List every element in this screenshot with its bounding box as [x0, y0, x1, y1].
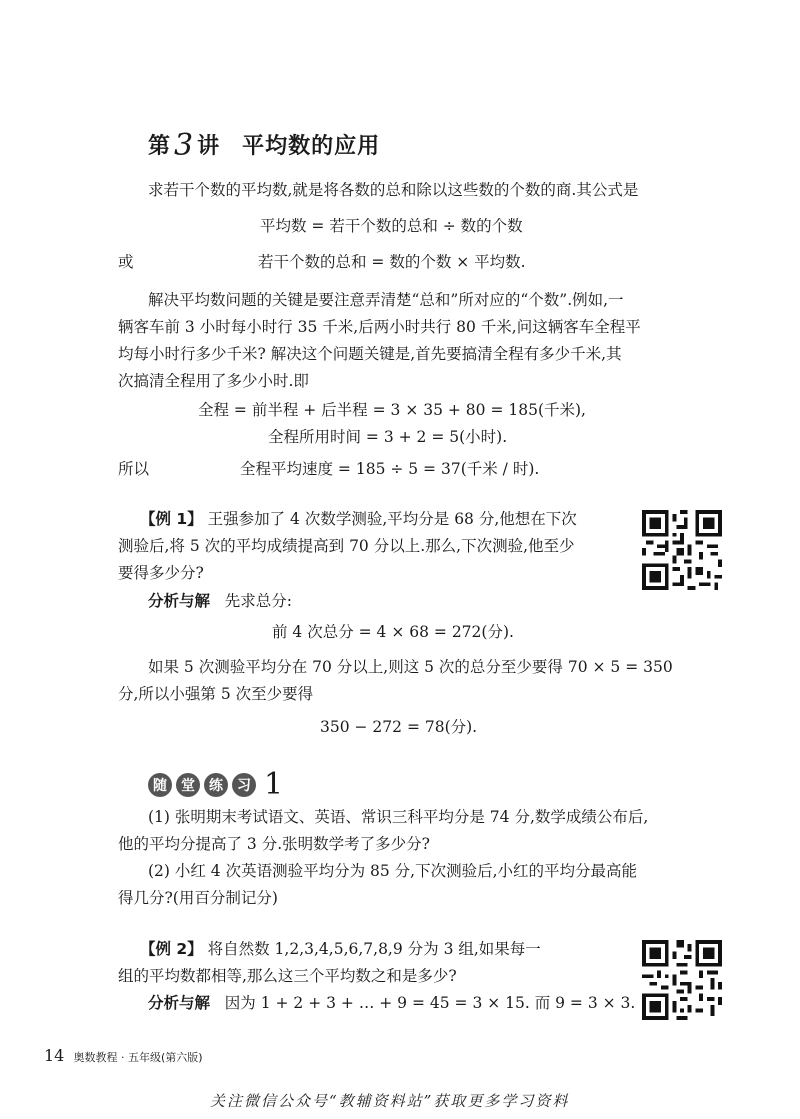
example1-line: [140, 512, 577, 528]
equation-time: 全程所用时间 = 3 + 2 = 5(小时).: [268, 428, 508, 446]
practice-question: 得几分?(用百分制记分): [118, 889, 278, 907]
formula-total: 若干个数的总和 = 数的个数 × 平均数.: [258, 253, 526, 271]
equation-distance: 全程 = 前半程 + 后半程 = 3 × 35 + 80 = 185(千米),: [198, 401, 586, 419]
page-number: 14: [44, 1046, 65, 1065]
example1-line: 测验后,将 5 次的平均成绩提高到 70 分以上.那么,下次测验,他至少: [118, 537, 575, 555]
equation-speed: 全程平均速度 = 185 ÷ 5 = 37(千米 / 时).: [240, 460, 540, 478]
analysis-label: 分析与解: [148, 592, 211, 610]
qr-code[interactable]: [642, 940, 722, 1020]
key-paragraph-line: 解决平均数问题的关键是要注意弄清楚“总和”所对应的“个数”.例如,一: [148, 291, 624, 309]
or-label: 或: [118, 253, 134, 271]
practice-number: 1: [264, 767, 284, 802]
formula-average: 平均数 = 若干个数的总和 ÷ 数的个数: [260, 217, 523, 235]
qr-code[interactable]: [642, 510, 722, 590]
example2-label: 【例 2】: [140, 940, 203, 958]
page-footer: [44, 1046, 203, 1065]
practice-question: (2) 小红 4 次英语测验平均分为 85 分,下次测验后,小红的平均分最高能: [148, 862, 638, 880]
equation-result: 350 − 272 = 78(分).: [320, 718, 478, 736]
lecture-name: 平均数的应用: [242, 134, 381, 159]
lecture-number: 3: [174, 128, 195, 163]
example2-text: 将自然数 1,2,3,4,5,6,7,8,9 分为 3 组,如果每一: [207, 940, 541, 958]
example2-line: [140, 942, 541, 958]
practice-char: 习: [232, 773, 256, 797]
practice-char: 随: [148, 773, 172, 797]
example1-analysis: [148, 594, 292, 610]
practice-char: 练: [204, 773, 228, 797]
practice-heading: [148, 767, 284, 802]
practice-char: 堂: [176, 773, 200, 797]
analysis-text: 先求总分:: [224, 592, 293, 610]
key-paragraph-line: 次搞清全程用了多少小时.即: [118, 372, 309, 390]
example1-paragraph: 如果 5 次测验平均分在 70 分以上,则这 5 次的总分至少要得 70 × 5 = 350: [148, 658, 673, 676]
example1-text: 王强参加了 4 次数学测验,平均分是 68 分,他想在下次: [207, 510, 577, 528]
equation-total: 前 4 次总分 = 4 × 68 = 272(分).: [272, 623, 514, 641]
book-title: 奥数教程 · 五年级(第六版): [73, 1051, 203, 1064]
analysis-text: 因为 1 + 2 + 3 + … + 9 = 45 = 3 × 15. 而 9 = 3 × 3.: [224, 994, 636, 1012]
lecture-label-pre: 第: [148, 134, 172, 159]
key-paragraph-line: 辆客车前 3 小时每小时行 35 千米,后两小时共行 80 千米,问这辆客车全程平: [118, 318, 641, 336]
example2-analysis: [148, 996, 635, 1012]
example1-label: 【例 1】: [140, 510, 203, 528]
lecture-title: [148, 128, 380, 163]
practice-question: (1) 张明期末考试语文、英语、常识三科平均分是 74 分,数学成绩公布后,: [148, 808, 649, 826]
watermark: 关注微信公众号“教辅资料站”获取更多学习资料: [210, 1092, 570, 1110]
example2-line: 组的平均数都相等,那么这三个平均数之和是多少?: [118, 967, 457, 985]
key-paragraph-line: 均每小时行多少千米? 解决这个问题关键是,首先要搞清全程有多少千米,其: [118, 345, 622, 363]
analysis-label: 分析与解: [148, 994, 211, 1012]
so-label: 所以: [118, 460, 150, 478]
lecture-label-post: 讲: [197, 134, 221, 159]
intro-line: 求若干个数的平均数,就是将各数的总和除以这些数的个数的商.其公式是: [148, 181, 639, 199]
example1-line: 要得多少分?: [118, 564, 204, 582]
practice-question: 他的平均分提高了 3 分.张明数学考了多少分?: [118, 835, 430, 853]
example1-paragraph: 分,所以小强第 5 次至少要得: [118, 685, 314, 703]
